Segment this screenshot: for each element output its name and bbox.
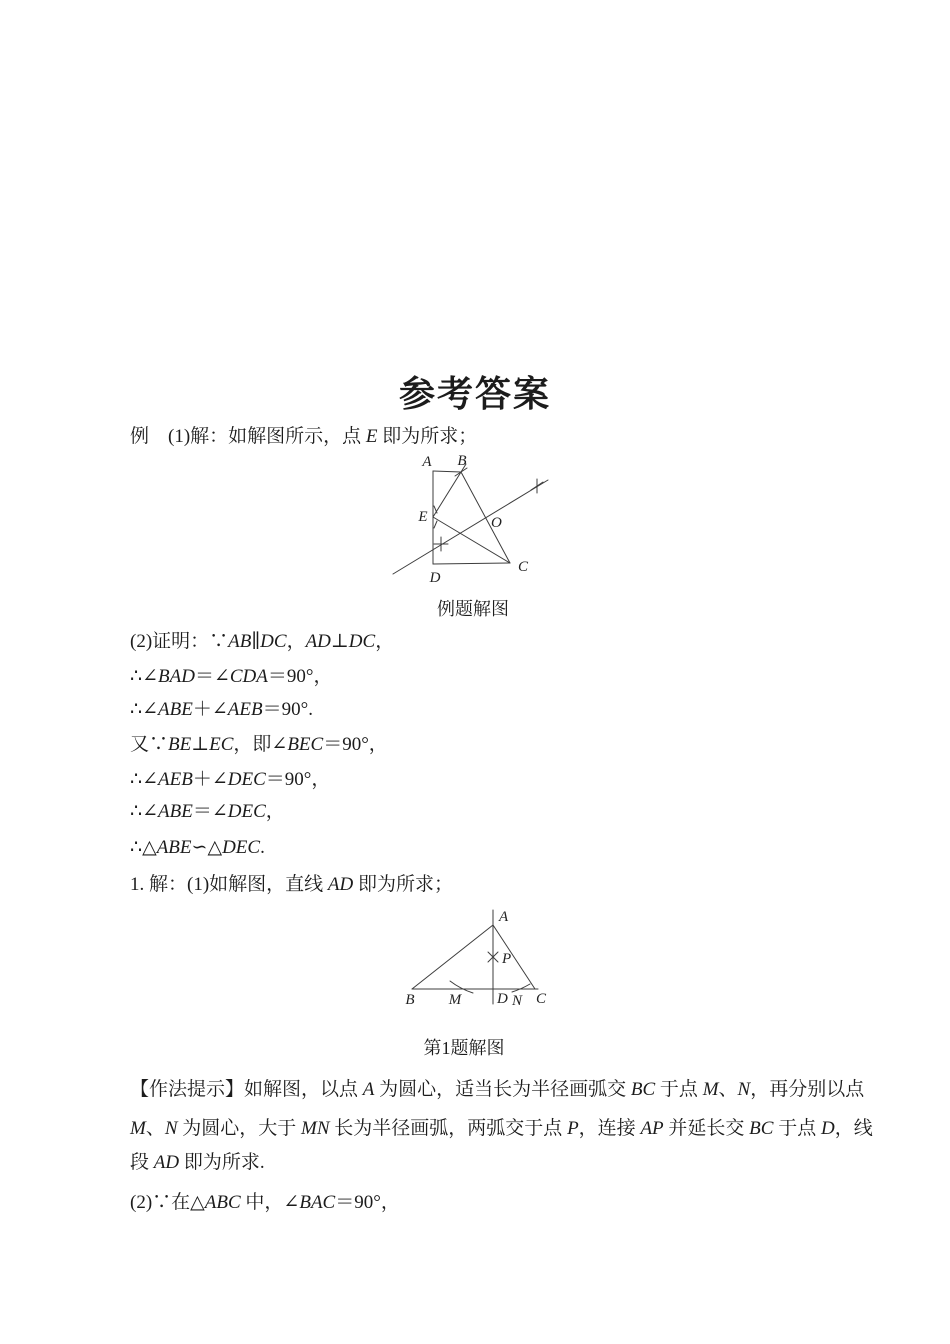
example-figure-caption: 例题解图: [437, 599, 509, 619]
proof-line: ∴∠ABE＋∠AEB＝90°.: [130, 699, 313, 720]
proof-line: 又∵BE⊥EC，即∠BEC＝90°，: [130, 734, 388, 755]
point-label-d: D: [497, 991, 508, 1007]
compass-arc-marks: [434, 468, 543, 551]
problem1-intro-line: 1. 解：(1)如解图，直线 AD 即为所求；: [130, 874, 453, 895]
problem1-figure-caption: 第1题解图: [423, 1038, 505, 1058]
proof-line: ∴△ABE∽△DEC.: [130, 837, 265, 858]
example-figure: [385, 450, 565, 595]
hint-line: M、N 为圆心，大于 MN 长为半径画弧，两弧交于点 P，连接 AP 并延长交 BC 于点 D，线: [130, 1118, 873, 1139]
point-label-a: A: [422, 454, 432, 470]
proof-line: ∴∠BAD＝∠CDA＝90°，: [130, 666, 333, 687]
example-intro-line: 例 (1)解：如解图所示，点 E 即为所求；: [130, 426, 478, 447]
point-label-e: E: [418, 509, 428, 525]
proof-line: ∴∠AEB＋∠DEC＝90°，: [130, 769, 331, 790]
point-label-o: O: [491, 515, 502, 531]
point-label-m: M: [448, 992, 462, 1008]
point-label-b: B: [457, 453, 467, 469]
point-label-p: P: [502, 951, 512, 967]
proof-line: (2)证明：∵AB∥DC，AD⊥DC，: [130, 631, 395, 652]
hint-line: 段 AD 即为所求.: [130, 1152, 265, 1173]
triangle-outline: [412, 925, 538, 989]
point-label-d: D: [429, 570, 441, 586]
proof-line: ∴∠ABE＝∠DEC，: [130, 801, 285, 822]
point-label-b: B: [405, 992, 415, 1008]
point-label-a: A: [499, 909, 509, 925]
point-label-c: C: [517, 559, 529, 575]
compass-arc-marks: [450, 952, 530, 993]
problem1-figure: [395, 905, 560, 1010]
page-title: 参考答案: [398, 373, 551, 414]
hint-line: 【作法提示】如解图，以点 A 为圆心，适当长为半径画弧交 BC 于点 M、N，再分别以点: [130, 1079, 865, 1100]
problem1-part2-line: (2)∵在△ABC 中，∠BAC＝90°，: [130, 1192, 400, 1213]
point-label-n: N: [511, 993, 523, 1009]
point-label-c: C: [535, 991, 547, 1007]
